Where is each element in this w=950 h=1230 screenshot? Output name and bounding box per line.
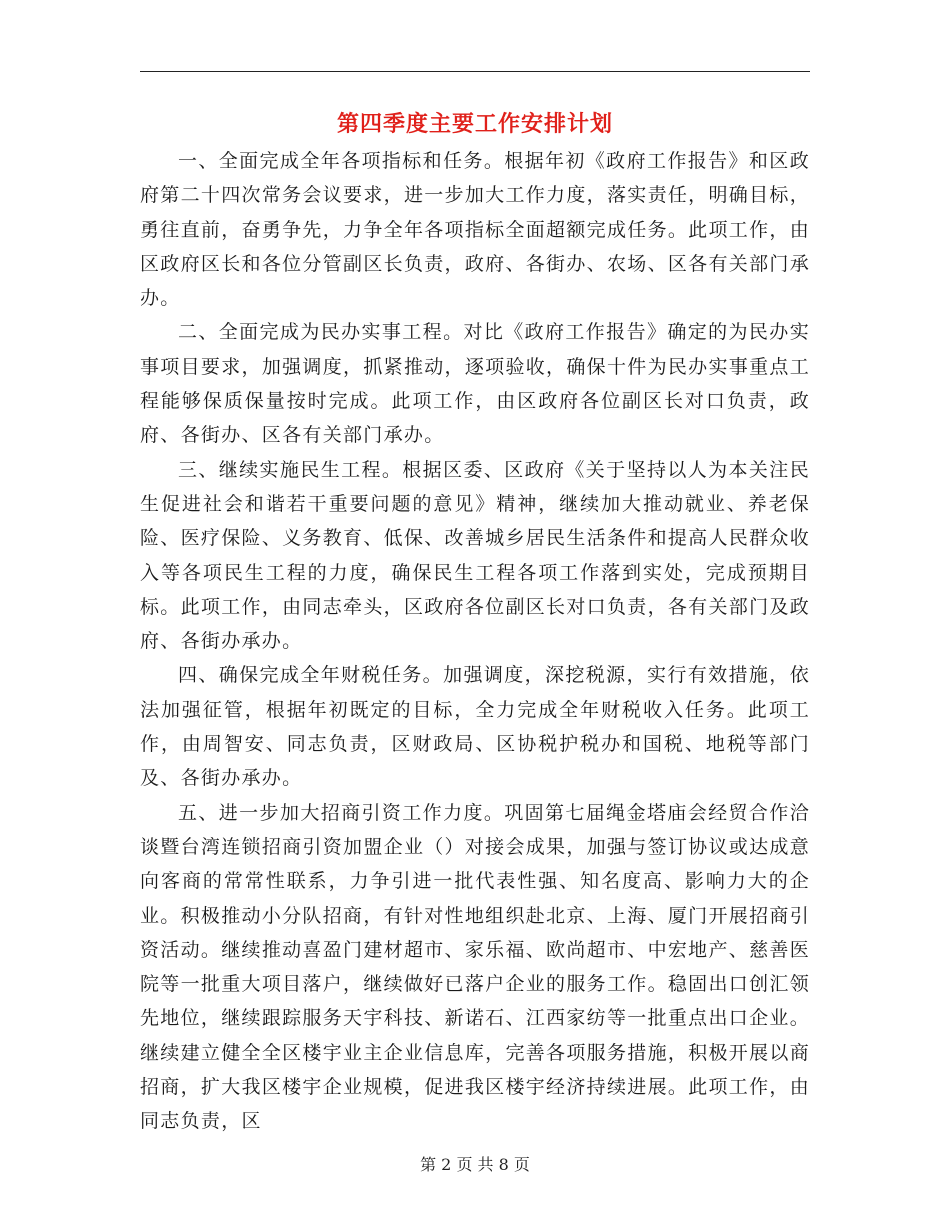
- page-title: 第四季度主要工作安排计划: [336, 111, 613, 137]
- page-footer: 第 2 页 共 8 页: [420, 1155, 530, 1174]
- paragraph-4: 四、确保完成全年财税任务。加强调度，深挖税源，实行有效措施，依法加强征管，根据年初既定的目标，全力完成全年财税收入任务。此项工作，由周智安、同志负责，区财政局、区协税护税办和国税、地税等部门及、各街办承办。: [140, 664, 810, 790]
- paragraph-5: 五、进一步加大招商引资工作力度。巩固第七届绳金塔庙会经贸合作洽谈暨台湾连锁招商引资加盟企业（）对接会成果，加强与签订协议或达成意向客商的常常性联系，力争引进一批代表性强、知名度高、影响力大的企业。积极推动小分队招商，有针对性地组织赴北京、上海、厦门开展招商引资活动。继续推动喜盈门建材超市、家乐福、欧尚超市、中宏地产、慈善医院等一批重大项目落户，继续做好已落户企业的服务工作。稳固出口创汇领先地位，继续跟踪服务天宇科技、新诺石、江西家纺等一批重点出口企业。继续建立健全全区楼宇业主企业信息库，完善各项服务措施，积极开展以商招商，扩大我区楼宇企业规模，促进我区楼宇经济持续进展。此项工作，由同志负责，区: [140, 801, 810, 1133]
- paragraph-3: 三、继续实施民生工程。根据区委、区政府《关于坚持以人为本关注民生促进社会和谐若干重要问题的意见》精神，继续加大推动就业、养老保险、医疗保险、义务教育、低保、改善城乡居民生活条件和提高人民群众收入等各项民生工程的力度，确保民生工程各项工作落到实处，完成预期目标。此项工作，由同志牵头，区政府各位副区长对口负责，各有关部门及政府、各街办承办。: [140, 458, 810, 653]
- paragraph-2: 二、全面完成为民办实事工程。对比《政府工作报告》确定的为民办实事项目要求，加强调度，抓紧推动，逐项验收，确保十件为民办实事重点工程能够保质保量按时完成。此项工作，由区政府各位副区长对口负责，政府、各街办、区各有关部门承办。: [140, 321, 810, 447]
- header-rule: [140, 71, 810, 72]
- paragraph-1: 一、全面完成全年各项指标和任务。根据年初《政府工作报告》和区政府第二十四次常务会议要求，进一步加大工作力度，落实责任，明确目标，勇往直前，奋勇争先，力争全年各项指标全面超额完成任务。此项工作，由区政府区长和各位分管副区长负责，政府、各街办、农场、区各有关部门承办。: [140, 150, 810, 310]
- document-body: [140, 144, 810, 1139]
